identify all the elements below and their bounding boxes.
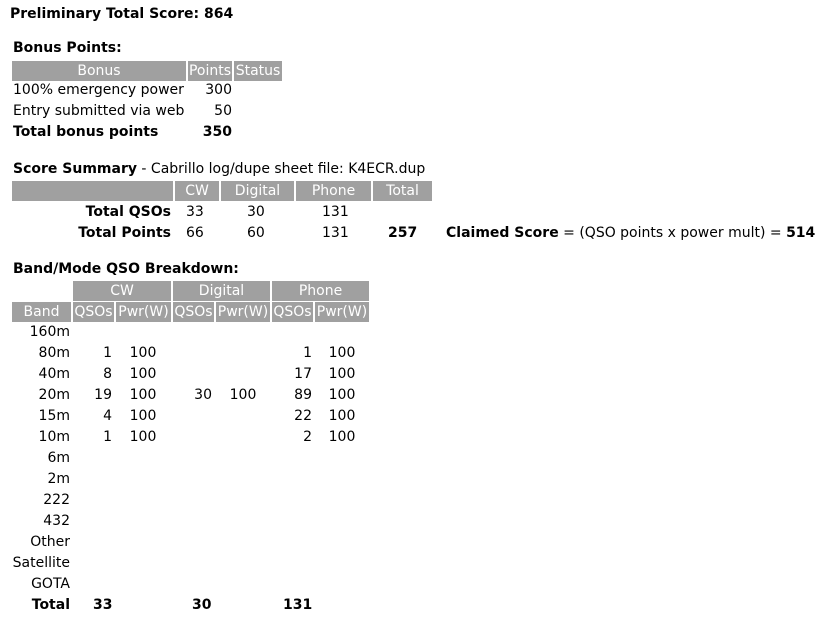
digital-pwr-cell <box>216 574 270 595</box>
cw-qsos-cell: 4 <box>103 408 112 424</box>
score-summary-title: Score Summary <box>13 161 137 177</box>
digital-pwr-header: Pwr(W) <box>217 304 269 320</box>
bonus-row-name: 100% emergency power <box>13 82 184 98</box>
phone-qsos-header: QSOs <box>273 304 312 320</box>
bonus-col-header: Bonus <box>12 61 186 81</box>
cw-qsos-cell <box>73 322 112 343</box>
total-points-phone: 131 <box>322 225 349 241</box>
cw-qsos-cell <box>73 532 112 553</box>
total-qsos-label: Total QSOs <box>85 204 171 220</box>
phone-qsos-cell: 17 <box>294 366 312 382</box>
digital-qsos-cell <box>173 406 212 427</box>
total-qsos-digital: 30 <box>247 204 265 220</box>
digital-qsos-cell <box>173 448 212 469</box>
phone-pwr-cell <box>315 322 369 343</box>
phone-qsos-cell <box>272 511 312 532</box>
total-qsos-phone: 131 <box>322 204 349 220</box>
phone-pwr-cell: 100 <box>328 429 356 445</box>
claimed-score-value: 514 <box>786 225 816 241</box>
bonus-total-value: 350 <box>202 124 232 140</box>
summary-phone-header: Phone <box>296 181 371 201</box>
digital-pwr-cell <box>216 448 270 469</box>
breakdown-total-phone: 131 <box>283 597 313 613</box>
total-points-total: 257 <box>388 225 418 241</box>
cw-qsos-cell <box>73 553 112 574</box>
cw-pwr-cell <box>116 469 170 490</box>
breakdown-band-header: Band <box>12 302 71 322</box>
claimed-score-formula: = (QSO points x power mult) = <box>558 225 787 241</box>
summary-total-header: Total <box>373 181 432 201</box>
score-summary-heading <box>13 161 425 177</box>
status-col-header: Status <box>235 63 281 79</box>
digital-qsos-cell <box>173 343 212 364</box>
band-name: 10m <box>38 429 70 445</box>
total-points-cw: 66 <box>186 225 204 241</box>
phone-pwr-cell <box>315 532 369 553</box>
band-name: 432 <box>43 513 70 529</box>
digital-pwr-cell <box>216 364 270 385</box>
digital-pwr-cell <box>216 532 270 553</box>
digital-qsos-cell <box>173 532 212 553</box>
digital-pwr-cell <box>216 406 270 427</box>
phone-qsos-cell: 1 <box>303 345 312 361</box>
points-col-header: Points <box>188 63 232 79</box>
cw-pwr-header: Pwr(W) <box>116 302 171 322</box>
summary-digital-header: Digital <box>221 181 294 201</box>
phone-qsos-cell <box>272 574 312 595</box>
phone-qsos-cell <box>272 532 312 553</box>
phone-pwr-cell <box>315 553 369 574</box>
phone-qsos-cell: 89 <box>294 387 312 403</box>
digital-pwr-cell: 100 <box>229 387 257 403</box>
band-name: GOTA <box>31 576 70 592</box>
breakdown-total-label: Total <box>31 597 70 613</box>
phone-pwr-cell <box>315 448 369 469</box>
claimed-score-label: Claimed Score <box>446 225 559 241</box>
phone-qsos-cell <box>272 448 312 469</box>
cw-qsos-cell <box>73 448 112 469</box>
preliminary-score-value: 864 <box>203 6 234 22</box>
cw-qsos-cell: 8 <box>103 366 112 382</box>
digital-qsos-cell <box>173 427 212 448</box>
cw-pwr-cell <box>116 553 170 574</box>
cw-pwr-cell <box>116 448 170 469</box>
phone-qsos-cell: 22 <box>294 408 312 424</box>
phone-pwr-cell <box>315 511 369 532</box>
cw-pwr-cell: 100 <box>129 345 157 361</box>
cw-pwr-cell: 100 <box>129 387 157 403</box>
cw-qsos-cell <box>73 490 112 511</box>
bonus-row-points: 300 <box>205 82 232 98</box>
digital-pwr-cell <box>216 322 270 343</box>
digital-pwr-cell <box>216 469 270 490</box>
total-points-label: Total Points <box>78 225 171 241</box>
breakdown-cw-header: CW <box>73 281 171 301</box>
cw-pwr-cell <box>116 490 170 511</box>
cw-pwr-cell <box>116 322 170 343</box>
cw-pwr-cell <box>116 574 170 595</box>
summary-cw-header: CW <box>175 181 219 201</box>
digital-qsos-cell <box>173 364 212 385</box>
breakdown-total-cw: 33 <box>93 597 113 613</box>
band-name: 80m <box>38 345 70 361</box>
digital-qsos-cell <box>173 511 212 532</box>
band-name: Other <box>30 534 70 550</box>
phone-qsos-cell <box>272 469 312 490</box>
digital-pwr-cell <box>216 553 270 574</box>
phone-pwr-header: Pwr(W) <box>316 304 368 320</box>
cw-pwr-cell: 100 <box>129 366 157 382</box>
summary-blank-header <box>12 181 173 201</box>
band-name: Satellite <box>12 555 70 571</box>
score-summary-subtitle: - Cabrillo log/dupe sheet file: K4ECR.dup <box>136 161 426 177</box>
phone-qsos-cell <box>272 490 312 511</box>
total-qsos-cw: 33 <box>186 204 204 220</box>
phone-pwr-cell: 100 <box>328 387 356 403</box>
digital-qsos-cell <box>173 553 212 574</box>
phone-pwr-cell: 100 <box>328 366 356 382</box>
claimed-score <box>446 223 815 244</box>
cw-qsos-cell: 1 <box>103 345 112 361</box>
digital-qsos-cell: 30 <box>194 387 212 403</box>
breakdown-phone-header: Phone <box>272 281 369 301</box>
cw-pwr-cell <box>116 511 170 532</box>
bonus-heading: Bonus Points: <box>13 40 122 56</box>
digital-qsos-cell <box>173 469 212 490</box>
phone-pwr-cell: 100 <box>328 408 356 424</box>
digital-pwr-cell <box>216 511 270 532</box>
band-name: 40m <box>38 366 70 382</box>
phone-pwr-cell: 100 <box>328 345 356 361</box>
digital-qsos-cell <box>173 322 212 343</box>
band-name: 222 <box>43 492 70 508</box>
total-points-digital: 60 <box>247 225 265 241</box>
cw-qsos-header: QSOs <box>74 304 113 320</box>
digital-qsos-cell <box>173 574 212 595</box>
cw-qsos-cell: 1 <box>103 429 112 445</box>
phone-pwr-cell <box>315 574 369 595</box>
phone-pwr-cell <box>315 469 369 490</box>
breakdown-heading: Band/Mode QSO Breakdown: <box>13 261 239 277</box>
cw-qsos-cell: 19 <box>94 387 112 403</box>
bonus-row-points: 50 <box>214 103 232 119</box>
digital-pwr-cell <box>216 490 270 511</box>
preliminary-score <box>10 6 233 22</box>
digital-pwr-cell <box>216 343 270 364</box>
cw-pwr-cell <box>116 532 170 553</box>
phone-qsos-cell <box>272 322 312 343</box>
cw-qsos-cell <box>73 511 112 532</box>
phone-pwr-cell <box>315 490 369 511</box>
band-name: 15m <box>38 408 70 424</box>
digital-pwr-cell <box>216 427 270 448</box>
phone-qsos-cell <box>272 553 312 574</box>
band-name: 2m <box>47 471 70 487</box>
digital-qsos-cell <box>173 490 212 511</box>
cw-pwr-cell: 100 <box>129 408 157 424</box>
phone-qsos-cell: 2 <box>303 429 312 445</box>
band-name: 6m <box>47 450 70 466</box>
cw-qsos-cell <box>73 574 112 595</box>
cw-pwr-cell: 100 <box>129 429 157 445</box>
preliminary-score-label: Preliminary Total Score: <box>10 6 200 22</box>
bonus-row-name: Entry submitted via web <box>13 103 185 119</box>
digital-qsos-header: QSOs <box>174 304 213 320</box>
breakdown-digital-header: Digital <box>173 281 270 301</box>
breakdown-total-digital: 30 <box>192 597 212 613</box>
band-name: 160m <box>29 324 70 340</box>
bonus-total-label: Total bonus points <box>13 124 159 140</box>
cw-qsos-cell <box>73 469 112 490</box>
band-name: 20m <box>38 387 70 403</box>
